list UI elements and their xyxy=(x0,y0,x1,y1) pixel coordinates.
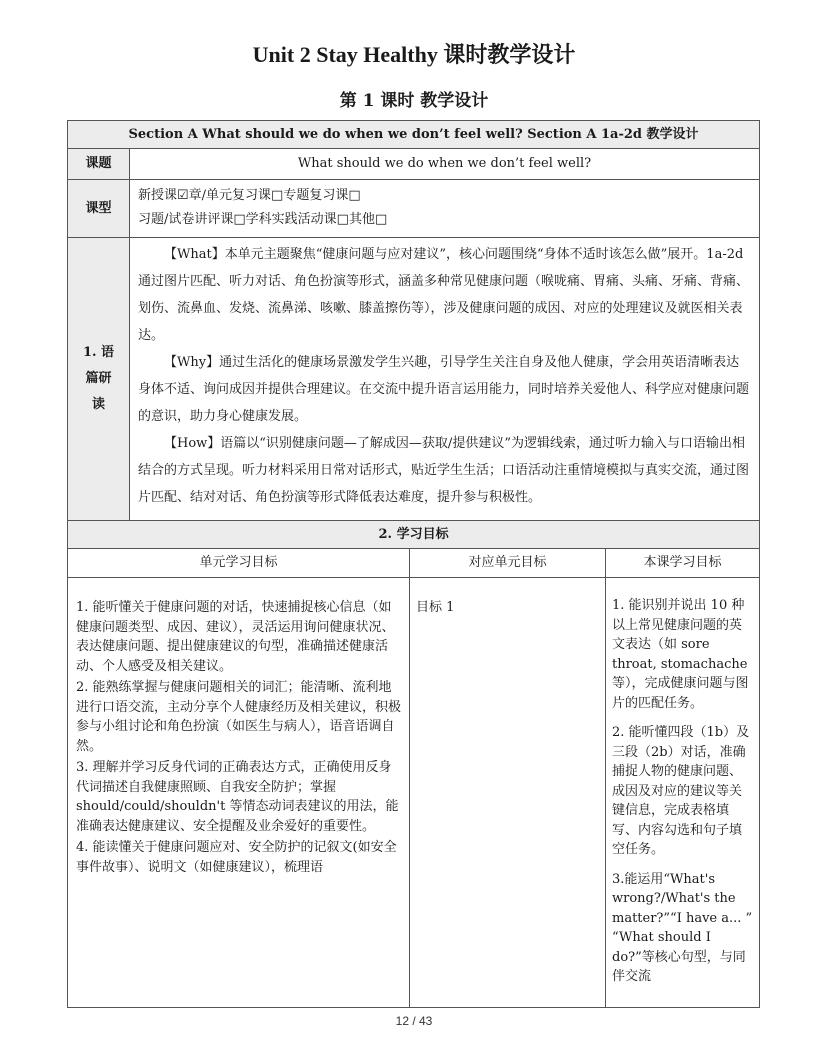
goals-header: 2. 学习目标 xyxy=(68,521,760,549)
lesson-type-options xyxy=(130,180,760,238)
text-analysis-content xyxy=(130,238,760,521)
document-subtitle: 第 1 课时 教学设计 xyxy=(339,91,489,111)
topic-value: What should we do when we don’t feel well? xyxy=(130,149,760,180)
lesson-goals-list xyxy=(606,578,760,1008)
type-label: 课型 xyxy=(68,180,130,238)
unit-goal-item: 4. 能读懂关于健康问题应对、安全防护的记叙文(如安全事件故事）、说明文（如健康建议），梳理语 xyxy=(76,840,397,875)
corresponding-goal: 目标 1 xyxy=(410,578,606,1008)
unit-goal-item: 1. 能听懂关于健康问题的对话，快速捕捉核心信息（如健康问题类型、成因、建议），灵活运用询问健康状况、表达健康问题、提出健康建议的句型，准确描述健康活动、个人感受及相关建议。 xyxy=(76,600,395,674)
analysis-what: 【What】本单元主题聚焦“健康问题与应对建议”，核心问题围绕“身体不适时该怎么做”展开。1a-2d 通过图片匹配、听力对话、角色扮演等形式，涵盖多种常见健康问题（喉咙痛、胃痛、头痛、牙痛、背痛、划伤、流鼻血、发烧、流鼻涕、咳嗽、膝盖擦伤等），涉及健康问题的成因、对应的处理建议及就医相关表达。 xyxy=(138,247,750,343)
analysis-label xyxy=(68,238,130,521)
lesson-goal-item: 1. 能识别并说出 10 种以上常见健康问题的英文表达（如 sore throat, stomachache 等），完成健康问题与图片的匹配任务。 xyxy=(612,598,749,711)
lesson-goal-item: 3.能运用“What's wrong?/What's the matter?”“I have a... ” “What should I do?”等核心句型，与同伴交流 xyxy=(612,871,753,984)
analysis-how: 【How】语篇以“识别健康问题—了解成因—获取/提供建议”为逻辑线索，通过听力输入与口语输出相结合的方式呈现。听力材料采用日常对话形式，贴近学生生活；口语活动注重情境模拟与真实交流，通过图片匹配、结对对话、角色扮演等形式降低表达难度，提升参与积极性。 xyxy=(138,436,750,505)
type-line-1: 新授课☑章/单元复习课□专题复习课□ xyxy=(138,188,361,203)
unit-goal-item: 3. 理解并学习反身代词的正确表达方式，正确使用反身代词描述自我健康照顾、自我安全防护；掌握should/could/shouldn't 等情态动词表建议的用法，能准确表达健康建议、安全提醒及业余爱好的重要性。 xyxy=(76,760,399,834)
col-lesson-goals: 本课学习目标 xyxy=(606,549,760,578)
lesson-goal-item: 2. 能听懂四段（1b）及三段（2b）对话，准确捕捉人物的健康问题、成因及对应的建议等关键信息，完成表格填写、内容勾选和句子填空任务。 xyxy=(612,725,750,857)
unit-goal-item: 2. 能熟练掌握与健康问题相关的词汇；能清晰、流利地进行口语交流，主动分享个人健康经历及相关建议，积极参与小组讨论和角色扮演（如医生与病人），语音语调自然。 xyxy=(76,680,402,754)
lesson-plan-table xyxy=(67,120,760,1008)
unit-goals-list xyxy=(68,578,410,1008)
analysis-why: 【Why】通过生活化的健康场景激发学生兴趣，引导学生关注自身及他人健康，学会用英语清晰表达身体不适、询问成因并提供合理建议。在交流中提升语言运用能力，同时培养关爱他人、科学应对健康问题的意识，助力身心健康发展。 xyxy=(138,355,750,424)
type-line-2: 习题/试卷讲评课□学科实践活动课□其他□ xyxy=(138,212,388,227)
col-corresponding: 对应单元目标 xyxy=(410,549,606,578)
document-title: Unit 2 Stay Healthy 课时教学设计 xyxy=(252,42,576,67)
analysis-label-line: 篇研 xyxy=(85,371,112,386)
topic-label: 课题 xyxy=(68,149,130,180)
page-number: 12 / 43 xyxy=(395,1014,433,1028)
analysis-label-line: 1. 语 xyxy=(82,345,115,360)
col-unit-goals: 单元学习目标 xyxy=(68,549,410,578)
section-header: Section A What should we do when we don’t feel well? Section A 1a-2d 教学设计 xyxy=(68,121,760,149)
analysis-label-line: 读 xyxy=(91,397,105,412)
